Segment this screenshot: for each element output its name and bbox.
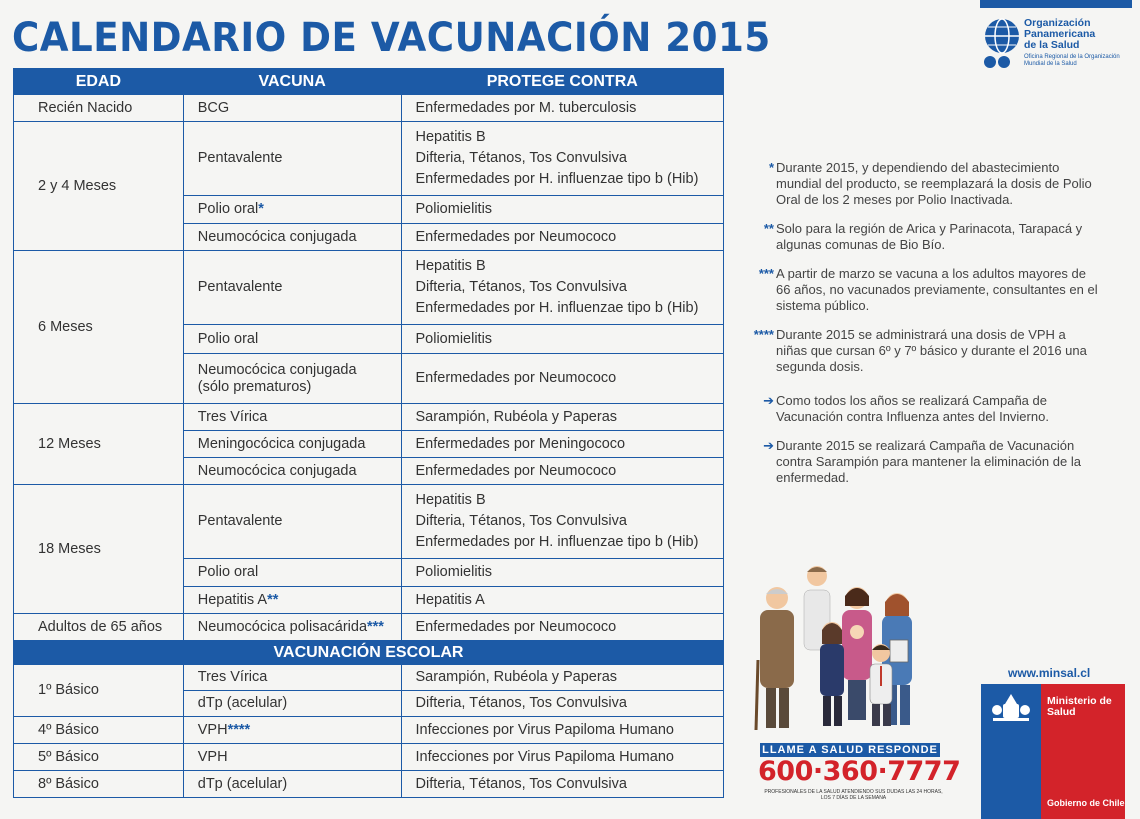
table-row [14, 251, 724, 325]
edad-cell: 5º Básico [14, 744, 184, 771]
vacuna-cell: Pentavalente [183, 122, 401, 196]
vacuna-cell: Polio oral [183, 559, 401, 587]
ops-subtitle: Oficina Regional de la Organización Mundial de la Salud [1024, 54, 1120, 67]
protege-line: Difteria, Tétanos, Tos Convulsiva [415, 513, 627, 529]
protege-cell: Enfermedades por Neumococo [401, 354, 724, 404]
edad-cell: Adultos de 65 años [14, 614, 184, 641]
phone-subtitle [756, 789, 951, 801]
vacuna-cell: Tres Vírica [183, 665, 401, 691]
vacuna-cell [183, 587, 401, 614]
vacuna-cell: dTp (acelular) [183, 771, 401, 798]
minsal-name [1047, 696, 1112, 718]
footnote-text: Solo para la región de Arica y Parinacota, Tarapacá y algunas comunas de Bio Bío. [776, 221, 1083, 252]
footnote-3 [740, 266, 1100, 314]
edad-cell: 8º Básico [14, 771, 184, 798]
footnote-4 [740, 327, 1100, 375]
section-header-row [14, 641, 724, 665]
protege-cell [401, 485, 724, 559]
vacuna-cell: Polio oral [183, 325, 401, 354]
edad-cell: 6 Meses [14, 251, 184, 404]
protege-line: Enfermedades por H. influenzae tipo b (Hib) [415, 300, 699, 316]
protege-line: Difteria, Tétanos, Tos Convulsiva [415, 150, 627, 166]
ops-top-bar [980, 0, 1132, 8]
gobierno-label: Gobierno de Chile [1047, 798, 1125, 808]
phone-subtitle-line: LOS 7 DÍAS DE LA SEMANA [820, 795, 887, 801]
header-vacuna: VACUNA [183, 69, 401, 95]
header-protege: PROTEGE CONTRA [401, 69, 724, 95]
vacuna-label: Polio oral [197, 201, 259, 217]
footnote-mark: ** [267, 591, 279, 608]
vacuna-cell: VPH [183, 744, 401, 771]
vacuna-cell [183, 196, 401, 224]
edad-cell: Recién Nacido [14, 95, 184, 122]
vacuna-cell [183, 717, 401, 744]
protege-line: Enfermedades por H. influenzae tipo b (Hib) [415, 171, 699, 187]
table-row [14, 122, 724, 196]
table-row [14, 404, 724, 431]
footnote-text: Como todos los años se realizará Campaña de Vacunación contra Influenza antes del Invierno. [776, 393, 1049, 424]
footnote-2 [740, 221, 1100, 253]
footnote-mark: *** [367, 618, 384, 635]
vaccination-table [13, 68, 724, 798]
vacuna-cell: Neumocócica conjugada [183, 224, 401, 251]
arrow-right-icon: ➔ [763, 438, 774, 453]
family-illustration [752, 560, 952, 740]
table-row [14, 95, 724, 122]
vacuna-cell: Tres Vírica [183, 404, 401, 431]
arrow-right-icon: ➔ [763, 393, 774, 408]
protege-cell: Enfermedades por Neumococo [401, 614, 724, 641]
vacuna-line: Neumocócica conjugada [197, 361, 357, 378]
protege-cell [401, 251, 724, 325]
edad-cell: 12 Meses [14, 404, 184, 485]
campaign-note-2 [740, 438, 1100, 486]
header-edad: EDAD [14, 69, 184, 95]
protege-cell: Infecciones por Virus Papiloma Humano [401, 717, 724, 744]
vacuna-cell: Pentavalente [183, 485, 401, 559]
minsal-name-line: Ministerio de [1047, 695, 1112, 707]
footnote-mark: *** [758, 266, 774, 281]
ops-name-line: de la Salud [1024, 39, 1080, 51]
protege-cell [401, 122, 724, 196]
vacuna-cell: Neumocócica conjugada [183, 458, 401, 485]
protege-cell: Sarampión, Rubéola y Paperas [401, 665, 724, 691]
footnote-mark: **** [227, 721, 251, 738]
protege-cell: Hepatitis A [401, 587, 724, 614]
phone-number: 600·360·7777 [758, 756, 961, 787]
footnote-text: Durante 2015 se administrará una dosis de VPH a niñas que cursan 6º y 7º básico y durante el 2016 una segunda dosis. [776, 327, 1087, 374]
protege-line: Hepatitis B [415, 492, 486, 508]
protege-line: Enfermedades por H. influenzae tipo b (Hib) [415, 534, 699, 550]
footnote-1 [740, 160, 1100, 208]
chile-coat-of-arms-icon [987, 690, 1035, 724]
footnote-mark: ** [763, 221, 774, 236]
protege-cell: Sarampión, Rubéola y Paperas [401, 404, 724, 431]
table-row [14, 744, 724, 771]
vacuna-cell [183, 614, 401, 641]
vacuna-cell: dTp (acelular) [183, 691, 401, 717]
vacuna-cell: Meningocócica conjugada [183, 431, 401, 458]
section-escolar: VACUNACIÓN ESCOLAR [14, 641, 724, 665]
footnote-mark: * [768, 160, 774, 175]
phone-subtitle-line: PROFESIONALES DE LA SALUD ATENDIENDO SUS DUDAS LAS 24 HORAS, [764, 789, 943, 795]
table-row [14, 614, 724, 641]
table-row [14, 485, 724, 559]
protege-cell: Poliomielitis [401, 325, 724, 354]
protege-cell: Enfermedades por Neumococo [401, 224, 724, 251]
vacuna-line: (sólo prematuros) [197, 378, 312, 395]
ops-name-line: Panamericana [1024, 28, 1096, 40]
vacuna-label: Hepatitis A [197, 591, 268, 608]
vacuna-label: VPH [197, 721, 228, 738]
minsal-name-line: Salud [1047, 706, 1076, 718]
edad-cell: 18 Meses [14, 485, 184, 614]
footnote-mark: * [258, 201, 264, 217]
vacuna-cell [183, 354, 401, 404]
table-row [14, 771, 724, 798]
footnote-text: A partir de marzo se vacuna a los adultos mayores de 66 años, no vacunados previamente, consultantes en el sistema público. [776, 266, 1098, 313]
protege-cell: Difteria, Tétanos, Tos Convulsiva [401, 771, 724, 798]
protege-cell: Enfermedades por Meningococo [401, 431, 724, 458]
table-row [14, 665, 724, 691]
protege-cell: Poliomielitis [401, 559, 724, 587]
footnote-text: Durante 2015 se realizará Campaña de Vacunación contra Sarampión para mantener la eliminación de la enfermedad. [776, 438, 1081, 485]
minsal-logo [981, 684, 1125, 819]
protege-cell: Poliomielitis [401, 196, 724, 224]
protege-cell: Enfermedades por M. tuberculosis [401, 95, 724, 122]
vacuna-cell: Pentavalente [183, 251, 401, 325]
salud-responde-banner: LLAME A SALUD RESPONDE [760, 743, 940, 757]
ops-name-line: Organización [1024, 17, 1091, 29]
protege-line: Difteria, Tétanos, Tos Convulsiva [415, 279, 627, 295]
table-row [14, 717, 724, 744]
footnote-mark: **** [753, 327, 774, 342]
table-header-row [14, 69, 724, 95]
edad-cell: 4º Básico [14, 717, 184, 744]
footnote-text: Durante 2015, y dependiendo del abastecimiento mundial del producto, se reemplazará la dosis de Polio Oral de los 2 meses por Polio Inactivada. [776, 160, 1092, 207]
website-link[interactable]: www.minsal.cl [1008, 666, 1091, 680]
protege-line: Hepatitis B [415, 129, 486, 145]
campaign-note-1 [740, 393, 1100, 425]
edad-cell: 2 y 4 Meses [14, 122, 184, 251]
protege-cell: Difteria, Tétanos, Tos Convulsiva [401, 691, 724, 717]
page-title: CALENDARIO DE VACUNACIÓN 2015 [12, 15, 771, 61]
ops-name [1024, 18, 1095, 51]
vacuna-cell: BCG [183, 95, 401, 122]
protege-cell: Enfermedades por Neumococo [401, 458, 724, 485]
protege-cell: Infecciones por Virus Papiloma Humano [401, 744, 724, 771]
protege-line: Hepatitis B [415, 258, 486, 274]
footnotes [740, 160, 1100, 486]
edad-cell: 1º Básico [14, 665, 184, 717]
vacuna-label: Neumocócica polisacárida [197, 618, 368, 635]
